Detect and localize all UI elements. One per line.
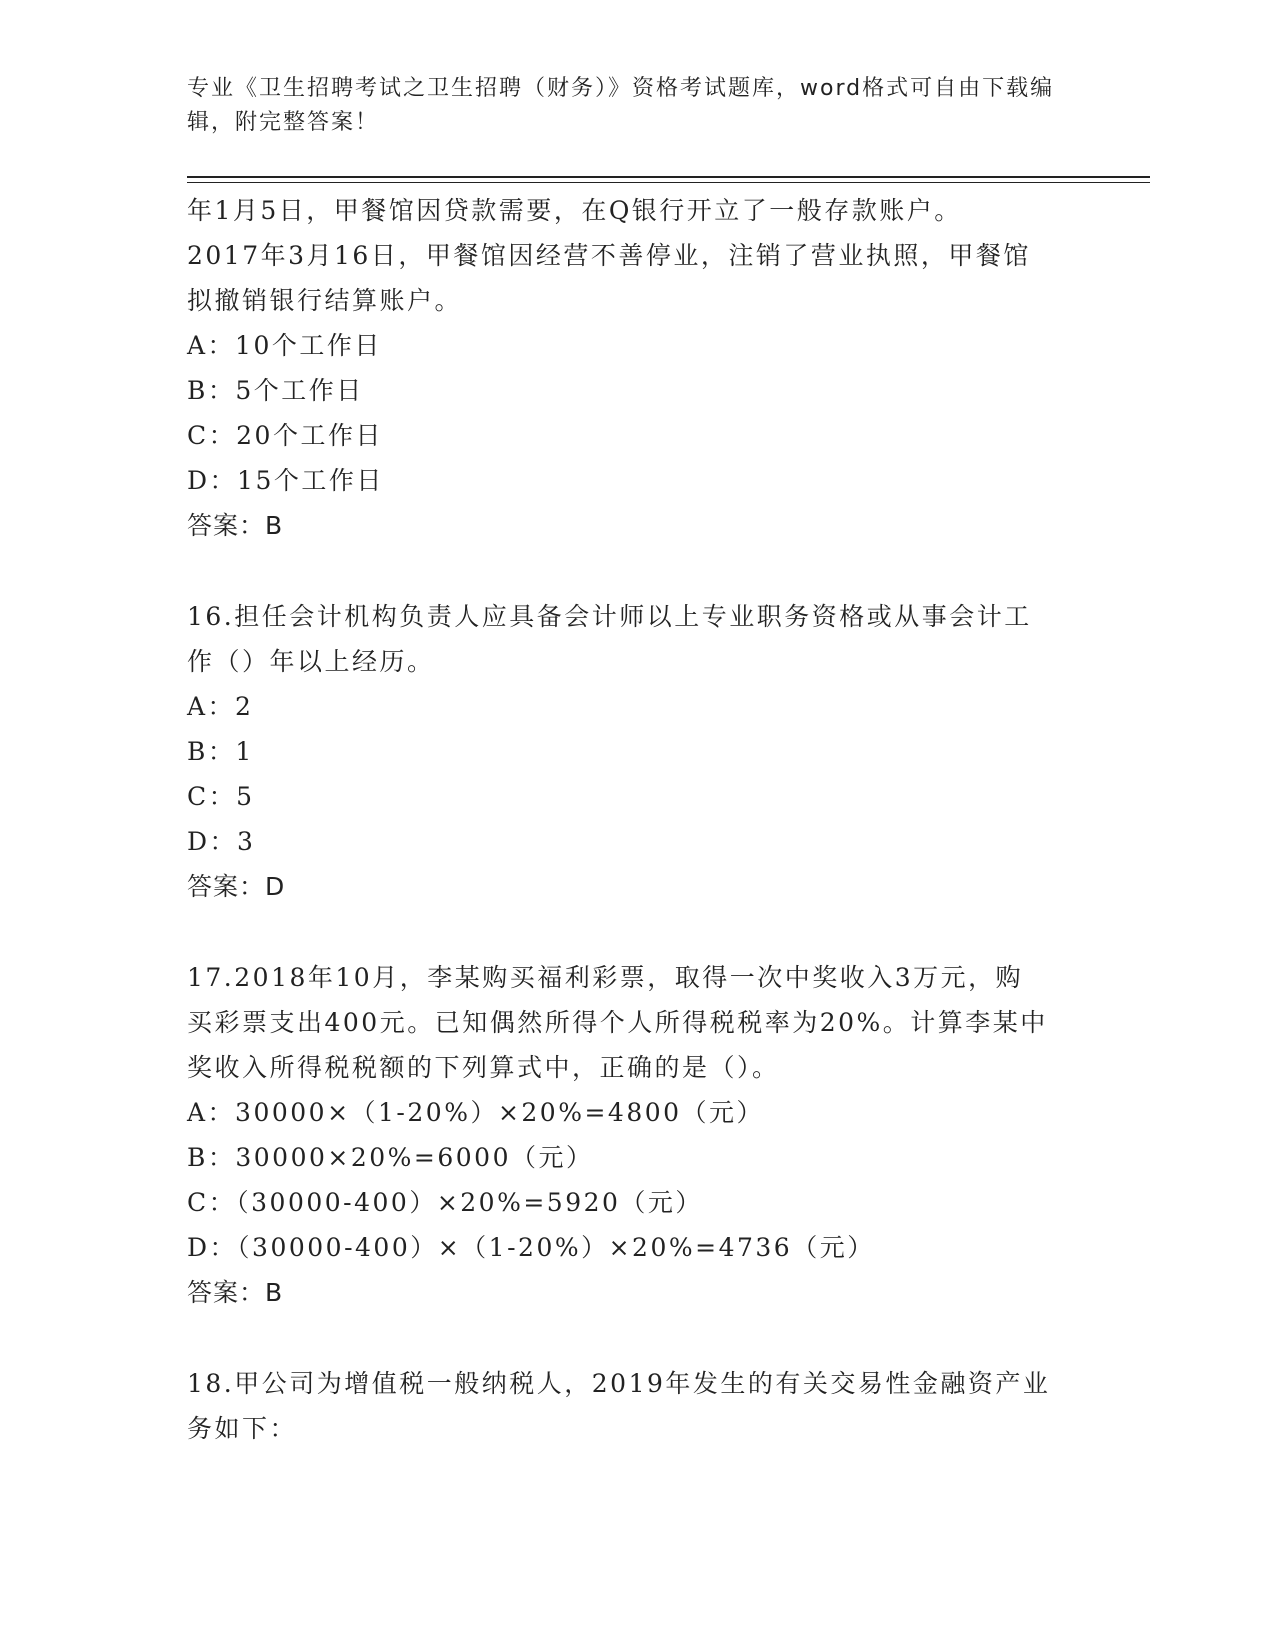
option-c: C：（30000-400）×20%=5920（元） xyxy=(187,1188,703,1217)
document-header xyxy=(187,72,1067,140)
question-text-line: 拟撤销银行结算账户。 xyxy=(187,286,463,315)
option-b: B：1 xyxy=(187,737,254,766)
question-text-line: 奖收入所得税税额的下列算式中，正确的是（）。 xyxy=(187,1053,780,1082)
option-c: C：20个工作日 xyxy=(187,421,383,450)
question-text-line: 2017年3月16日，甲餐馆因经营不善停业，注销了营业执照，甲餐馆 xyxy=(187,241,1031,270)
answer: 答案：B xyxy=(187,511,284,540)
question-text-line: 17.2018年10月，李某购买福利彩票，取得一次中奖收入3万元，购 xyxy=(187,963,1024,992)
question-15-continued xyxy=(187,188,1087,548)
option-b: B：30000×20%=6000（元） xyxy=(187,1143,594,1172)
question-18 xyxy=(187,1361,1087,1451)
question-text-line: 年1月5日，甲餐馆因贷款需要，在Q银行开立了一般存款账户。 xyxy=(187,196,962,225)
option-b: B：5个工作日 xyxy=(187,376,364,405)
option-d: D：（30000-400）×（1-20%）×20%=4736（元） xyxy=(187,1233,875,1262)
question-16 xyxy=(187,594,1087,909)
question-text-line: 买彩票支出400元。已知偶然所得个人所得税税率为20%。计算李某中 xyxy=(187,1008,1048,1037)
question-text-line: 务如下： xyxy=(187,1414,298,1443)
question-17 xyxy=(187,955,1087,1315)
header-rule-thick xyxy=(187,176,1150,178)
option-a: A：10个工作日 xyxy=(187,331,382,360)
answer: 答案：D xyxy=(187,872,286,901)
answer: 答案：B xyxy=(187,1278,284,1307)
header-title: 专业《卫生招聘考试之卫生招聘（财务）》资格考试题库，word格式可自由下载编辑，附完整答案！ xyxy=(187,76,1055,135)
option-a: A：2 xyxy=(187,692,254,721)
option-a: A：30000×（1-20%）×20%=4800（元） xyxy=(187,1098,765,1127)
option-d: D：15个工作日 xyxy=(187,466,384,495)
option-c: C：5 xyxy=(187,782,255,811)
header-rule-thin xyxy=(187,182,1150,183)
question-text-line: 作（）年以上经历。 xyxy=(187,647,435,676)
option-d: D：3 xyxy=(187,827,256,856)
question-text-line: 18.甲公司为增值税一般纳税人，2019年发生的有关交易性金融资产业 xyxy=(187,1369,1051,1398)
question-text-line: 16.担任会计机构负责人应具备会计师以上专业职务资格或从事会计工 xyxy=(187,602,1032,631)
document-body xyxy=(187,188,1087,1451)
